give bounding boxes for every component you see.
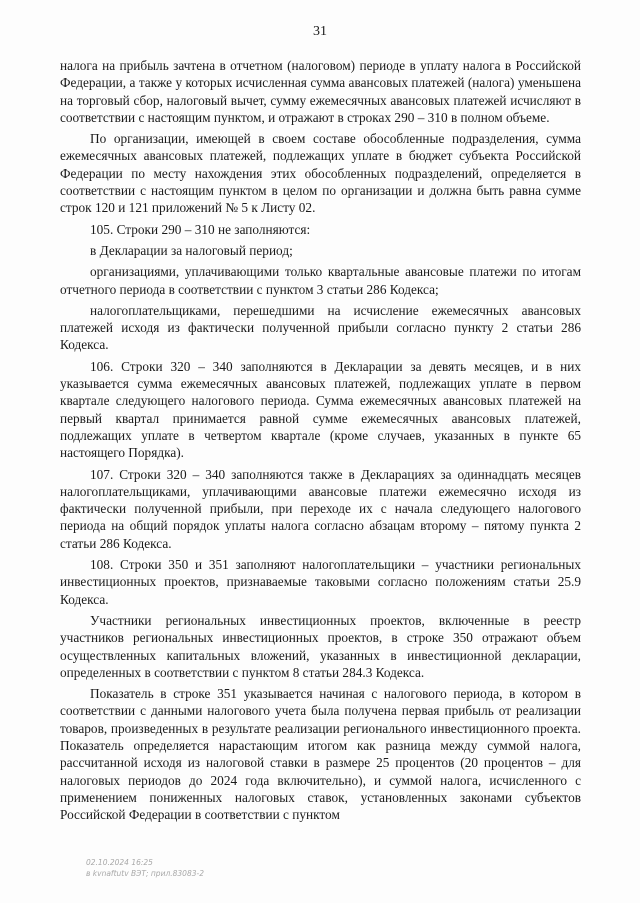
paragraph: 106. Строки 320 – 340 заполняются в Декларации за девять месяцев, и в них указывается сумма ежемесячных авансовых платежей, подлежащих уплате в первом квартале следующего налогового периода. Сумма ежемесячных авансовых платежей на первый квартал принимается равной сумме ежемесячных авансовых платежей, подлежащих уплате в четвертом квартале (кроме случаев, указанных в пункте 65 настоящего Порядка). [60,358,581,461]
paragraph: Участники региональных инвестиционных проектов, включенные в реестр участников региональных инвестиционных проектов, в строке 350 отражают объем осуществленных капитальных вложений, указанных в инвестиционной декларации, определенных в соответствии с пунктом 8 статьи 284.3 Кодекса. [60,612,581,680]
print-stamp-source: в kvnaftutv ВЭТ; прил.83083-2 [86,869,204,878]
page-number: 31 [313,24,327,39]
paragraph: По организации, имеющей в своем составе обособленные подразделения, сумма ежемесячных авансовых платежей, подлежащих уплате в бюджет субъекта Российской Федерации по месту нахождения этих обособленных подразделений, определяется в соответствии с настоящим пунктом в целом по организации и должна быть равна сумме строк 120 и 121 приложений № 5 к Листу 02. [60,131,581,216]
paragraph: в Декларации за налоговый период; [90,242,293,258]
print-stamp [86,857,204,879]
paragraph: Показатель в строке 351 указывается начиная с налогового периода, в котором в соответствии с данными налогового учета была получена первая прибыль от реализации товаров, произведенных в результате реализации регионального инвестиционного проекта. Показатель определяется нарастающим итогом как разница между суммой налога, рассчитанной исходя из налоговой ставки в размере 25 процентов (20 процентов – для налоговых периодов до 2024 года включительно), и суммой налога, исчисленного с применением пониженных налоговых ставок, установленных законами субъектов Российской Федерации в соответствии с пунктом [60,686,581,823]
paragraph: 105. Строки 290 – 310 не заполняются: [90,221,311,237]
print-stamp-date: 02.10.2024 16:25 [86,858,153,867]
paragraph: 107. Строки 320 – 340 заполняются также в Декларациях за одиннадцать месяцев налогоплательщиками, уплачивающими авансовые платежи ежемесячно исходя из фактически полученной прибыли, при переходе их с начала следующего налогового периода на общий порядок уплаты налога согласно абзацам второму – пятому пункта 2 статьи 286 Кодекса. [60,466,581,551]
paragraph: налогоплательщиками, перешедшими на исчисление ежемесячных авансовых платежей исходя из фактически полученной прибыли согласно пункту 2 статьи 286 Кодекса. [60,302,581,353]
paragraph: 108. Строки 350 и 351 заполняют налогоплательщики – участники региональных инвестиционных проектов, признаваемые таковыми согласно положениям статьи 25.9 Кодекса. [60,557,581,607]
document-body [60,57,581,823]
paragraph: налога на прибыль зачтена в отчетном (налоговом) периоде в уплату налога в Российской Федерации, а также у которых исчисленная сумма авансовых платежей (налога) уменьшена на торговый сбор, налоговый вычет, сумму ежемесячных авансовых платежей исчисляют в соответствии с настоящим пунктом, и отражают в строках 290 – 310 в полном объеме. [60,58,581,125]
paragraph: организациями, уплачивающими только квартальные авансовые платежи по итогам отчетного периода в соответствии с пунктом 3 статьи 286 Кодекса; [60,264,581,297]
